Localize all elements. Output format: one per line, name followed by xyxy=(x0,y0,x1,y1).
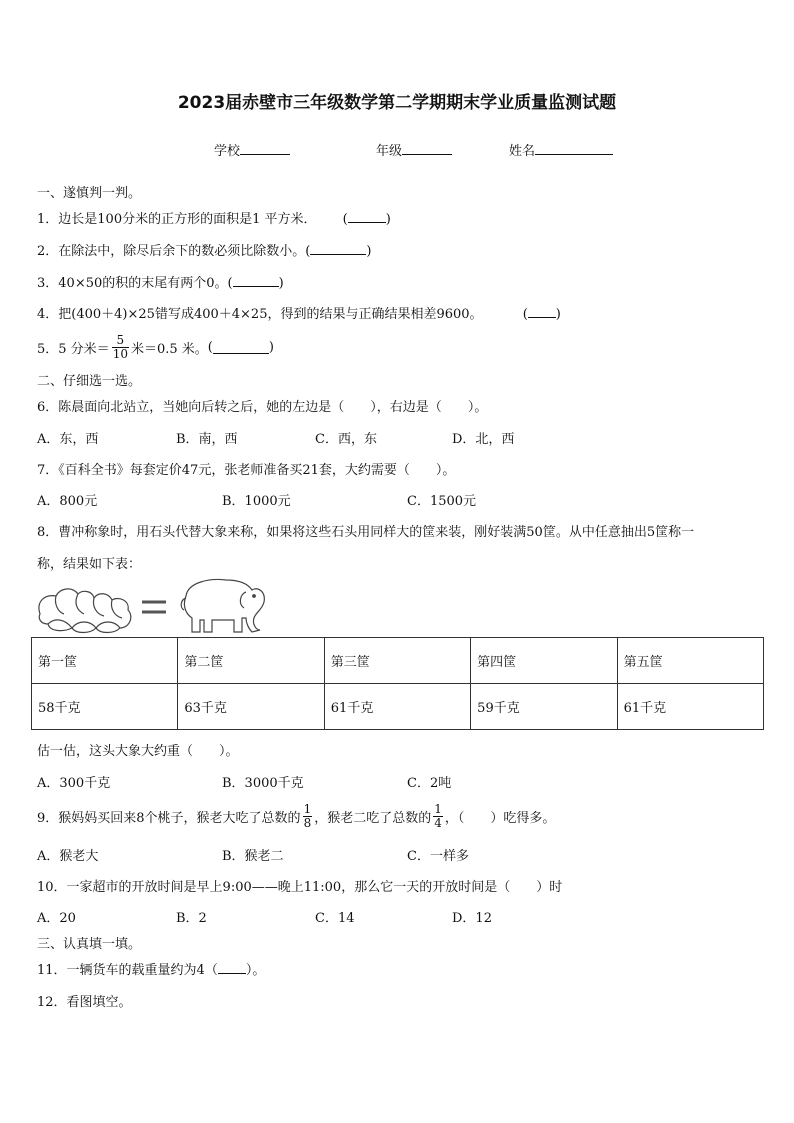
table-row xyxy=(32,684,764,730)
question-4: 4．把(400＋4)×25错写成400＋4×25，得到的结果与正确结果相差9600。 ( ) xyxy=(37,307,561,322)
option-a[interactable]: A．猴老大 xyxy=(37,849,99,864)
table-header-cell: 第四筐 xyxy=(471,638,617,684)
option-c[interactable]: C．2吨 xyxy=(407,776,452,791)
question-text-pre: 一辆货车的载重量约为4（ xyxy=(66,963,218,978)
grade-blank[interactable] xyxy=(402,142,452,155)
option-b[interactable]: B．猴老二 xyxy=(222,849,284,864)
question-number: 1． xyxy=(37,212,59,227)
option-c[interactable]: C．西，东 xyxy=(315,432,377,447)
question-number: 11． xyxy=(37,963,67,978)
question-8-estimate: 估一估，这头大象大约重（ ）。 xyxy=(37,744,239,759)
table-header-cell: 第五筐 xyxy=(617,638,763,684)
fraction xyxy=(433,803,443,830)
table-header-cell: 第一筐 xyxy=(32,638,178,684)
fraction-numerator: 1 xyxy=(434,801,442,816)
option-b[interactable]: B．2 xyxy=(176,911,207,926)
option-a[interactable]: A．800元 xyxy=(37,494,98,509)
question-3: 3．40×50的积的末尾有两个0。( ) xyxy=(37,276,284,291)
fraction-denominator: 8 xyxy=(303,815,312,830)
school-label: 学校 xyxy=(214,144,241,159)
answer-blank[interactable] xyxy=(310,242,366,255)
fraction xyxy=(112,334,129,361)
section2-heading: 二、仔细选一选。 xyxy=(37,374,142,389)
question-number: 3． xyxy=(37,276,59,291)
table-cell: 61千克 xyxy=(324,684,470,730)
elephant-icon xyxy=(184,580,264,632)
table-header-row xyxy=(32,638,764,684)
name-blank[interactable] xyxy=(535,142,613,155)
question-number: 8． xyxy=(37,525,59,540)
grade-label: 年级 xyxy=(376,144,403,159)
option-b[interactable]: B．南，西 xyxy=(176,432,238,447)
answer-blank[interactable] xyxy=(528,305,556,318)
grade-field xyxy=(376,140,452,159)
question-text: 《百科全书》每套定价47元，张老师准备买21套，大约需要（ ）。 xyxy=(58,463,456,478)
option-d[interactable]: D．12 xyxy=(452,911,492,926)
fraction-denominator: 10 xyxy=(112,346,128,361)
name-label: 姓名 xyxy=(509,144,536,159)
question-1: 1．边长是100分米的正方形的面积是1 平方米． ( ) xyxy=(37,212,391,227)
question-7 xyxy=(37,459,455,478)
question-number: 10． xyxy=(37,880,67,895)
question-text: 在除法中，除尽后余下的数必须比除数小。 xyxy=(58,244,306,259)
answer-blank[interactable] xyxy=(218,961,246,974)
question-number: 7． xyxy=(37,463,59,478)
question-11 xyxy=(37,959,265,978)
question-number: 6． xyxy=(37,400,59,415)
table-header-cell: 第三筐 xyxy=(324,638,470,684)
question-number: 2． xyxy=(37,244,59,259)
fraction-numerator: 5 xyxy=(116,332,125,347)
question-text-post: ，（ ）吃得多。 xyxy=(444,810,556,826)
stones-equals-elephant-illustration xyxy=(34,574,266,636)
question-12 xyxy=(37,991,132,1010)
option-b[interactable]: B．1000元 xyxy=(222,494,291,509)
question-9 xyxy=(37,798,555,834)
page-title: 2023届赤壁市三年级数学第二学期期末学业质量监测试题 xyxy=(177,93,617,113)
fraction-numerator: 1 xyxy=(303,801,312,816)
question-10 xyxy=(37,876,562,895)
question-text-pre: 5 分米＝ xyxy=(58,341,110,357)
answer-blank[interactable] xyxy=(348,210,386,223)
table-cell: 59千克 xyxy=(471,684,617,730)
question-8-line1 xyxy=(37,521,694,540)
option-d[interactable]: D．北，西 xyxy=(452,432,515,447)
option-c[interactable]: C．1500元 xyxy=(407,494,477,509)
question-text: 把(400＋4)×25错写成400＋4×25，得到的结果与正确结果相差9600。 xyxy=(58,307,483,322)
question-5: 5． 5 分米＝ $\frac{5}{10}$ 米＝0.5 米。 ( ) xyxy=(37,332,274,361)
fraction-denominator: 4 xyxy=(434,815,442,830)
baskets-table xyxy=(31,637,764,730)
question-text-post: ）。 xyxy=(245,963,266,978)
question-number: 12． xyxy=(37,995,67,1010)
table-header-cell: 第二筐 xyxy=(178,638,324,684)
question-8-line2: 称，结果如下表： xyxy=(37,557,142,572)
question-text-c: ）。 xyxy=(467,400,488,415)
answer-blank[interactable] xyxy=(213,341,269,354)
table-cell: 63千克 xyxy=(178,684,324,730)
question-6 xyxy=(37,396,487,415)
question-number: 5． xyxy=(37,341,59,357)
question-text: 看图填空。 xyxy=(66,995,132,1010)
school-blank[interactable] xyxy=(240,142,290,155)
question-text: 曹冲称象时，用石头代替大象来称，如果将这些石头用同样大的筐来装，刚好装满50筐。从中任意抽出5筐称一 xyxy=(58,525,695,540)
question-2: 2．在除法中，除尽后余下的数必须比除数小。( ) xyxy=(37,244,372,259)
question-text: 边长是100分米的正方形的面积是1 平方米． xyxy=(58,212,317,227)
option-a[interactable]: A．300千克 xyxy=(37,776,111,791)
question-text: 一家超市的开放时间是早上9:00——晚上11:00，那么它一天的开放时间是（ ）时 xyxy=(66,880,563,895)
question-text-b: ），右边是（ xyxy=(370,400,442,415)
question-text-pre: 猴妈妈买回来8个桃子，猴老大吃了总数的 xyxy=(58,810,301,826)
option-c[interactable]: C．14 xyxy=(315,911,355,926)
table-cell: 61千克 xyxy=(617,684,763,730)
question-text-post: 米＝0.5 米。 xyxy=(130,341,208,357)
option-a[interactable]: A．20 xyxy=(37,911,76,926)
table-cell: 58千克 xyxy=(32,684,178,730)
option-b[interactable]: B．3000千克 xyxy=(222,776,304,791)
question-number: 4． xyxy=(37,307,59,322)
question-number: 9． xyxy=(37,810,59,826)
section3-heading: 三、认真填一填。 xyxy=(37,937,142,952)
school-field xyxy=(214,140,290,159)
question-text-mid: ，猴老二吃了总数的 xyxy=(314,810,432,826)
section1-heading: 一、遂慎判一判。 xyxy=(37,186,142,201)
option-c[interactable]: C．一样多 xyxy=(407,849,469,864)
option-a[interactable]: A．东，西 xyxy=(37,432,99,447)
question-text-a: 陈晨面向北站立，当她向后转之后，她的左边是（ xyxy=(58,400,345,415)
fraction xyxy=(303,803,313,830)
stone-icon xyxy=(39,589,131,633)
answer-blank[interactable] xyxy=(233,274,279,287)
name-field xyxy=(509,140,613,159)
question-text: 40×50的积的末尾有两个0。 xyxy=(58,276,228,291)
